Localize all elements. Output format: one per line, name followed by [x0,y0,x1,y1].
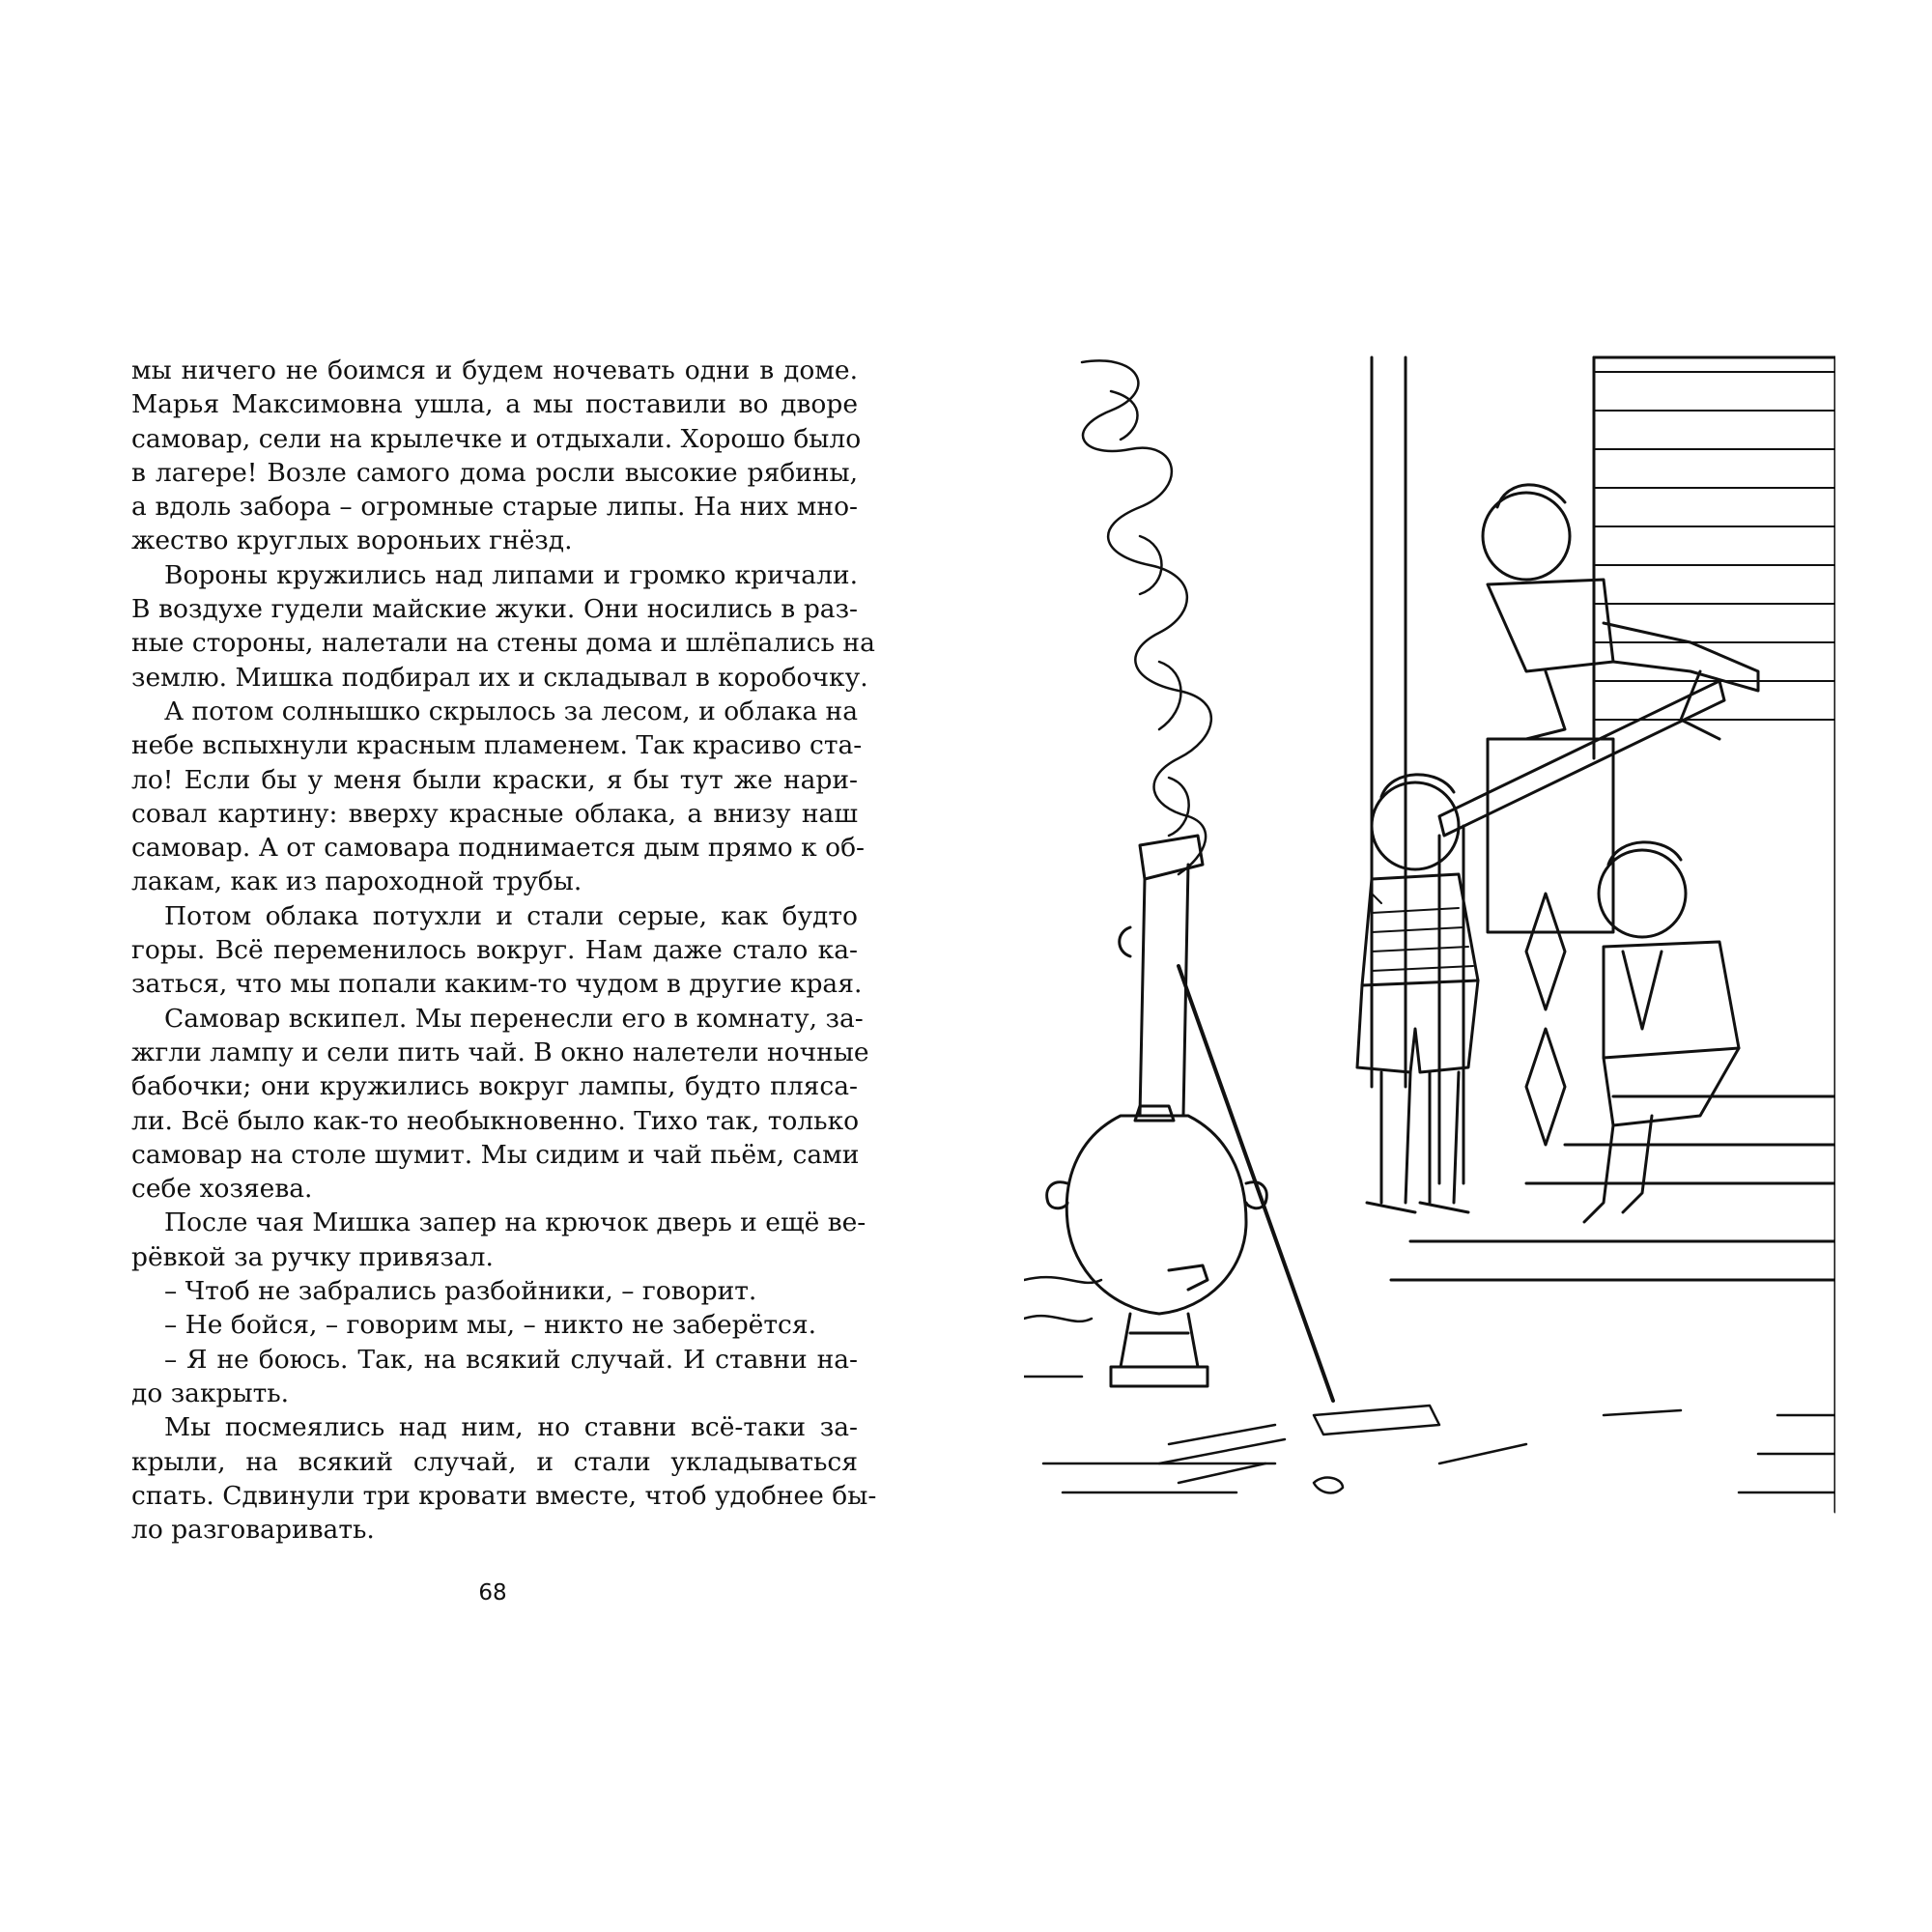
text-line: жество круглых вороньих гнёзд. [131,526,573,556]
text-line: землю. Мишка подбирал их и складывал в коробочку. [131,662,868,693]
text-line: ло! Если бы у меня были краски, я бы тут же нари- [131,764,858,795]
text-line: до закрыть. [131,1378,290,1408]
text-line: совал картину: вверху красные облака, а внизу наш [131,798,858,829]
text-line: заться, что мы попали каким-то чудом в другие края. [131,969,863,1000]
page-number: 68 [478,1580,507,1605]
text-line: себе хозяева. [131,1174,313,1205]
text-line: Самовар вскипел. Мы перенесли его в комнату, за- [164,1003,864,1034]
text-line: а вдоль забора – огромные старые липы. На них мно- [131,492,858,523]
text-line: После чая Мишка запер на крючок дверь и ещё ве- [164,1208,867,1238]
text-line: ли. Всё было как-то необыкновенно. Тихо так, только [131,1105,860,1136]
text-line: жгли лампу и сели пить чай. В окно налетели ночные [131,1037,869,1067]
boy-standing [1357,775,1478,1212]
text-line: Мы посмеялись над ним, но ставни всё-таки за- [164,1412,858,1443]
text-line: В воздухе гудели майские жуки. Они носились в раз- [131,594,858,625]
text-line: Вороны кружились над липами и громко кричали. [164,559,858,590]
text-line: – Я не боюсь. Так, на всякий случай. И ставни на- [164,1344,858,1375]
text-line: самовар, сели на крылечке и отдыхали. Хорошо было [131,423,862,454]
boy-on-railing [1483,485,1758,739]
samovar-pipe [1120,836,1203,1116]
text-line: А потом солнышко скрылось за лесом, и облака на [164,696,858,726]
text-line: – Чтоб не забрались разбойники, – говорит. [164,1276,757,1307]
text-line: горы. Всё переменилось вокруг. Нам даже стало ка- [131,935,858,966]
text-line: – Не бойся, – говорим мы, – никто не заберётся. [164,1310,817,1341]
text-line: Марья Максимовна ушла, а мы поставили во дворе [131,389,858,420]
illustration [1024,353,1835,1531]
text-line: самовар на столе шумит. Мы сидим и чай пьём, сами [131,1139,860,1170]
porch [1372,357,1835,1512]
text-line: Потом облака потухли и стали серые, как будто [164,900,858,931]
text-line: самовар. А от самовара поднимается дым прямо к об- [131,833,866,864]
samovar-body [1047,1106,1267,1386]
text-line: небе вспыхнули красным пламенем. Так красиво ста- [131,730,863,761]
text-line: рёвкой за ручку привязал. [131,1241,494,1272]
text-line: лакам, как из пароходной трубы. [131,867,582,897]
body-text [131,354,877,1547]
text-line: ло разговаривать. [131,1515,375,1546]
text-line: спать. Сдвинули три кровати вместе, чтоб удобнее бы- [131,1480,877,1511]
text-line: бабочки; они кружились вокруг лампы, будто пляса- [131,1071,858,1102]
text-line: в лагере! Возле самого дома росли высокие рябины, [131,457,858,488]
boy-on-steps [1584,842,1739,1222]
text-line: крыли, на всякий случай, и стали укладываться [131,1446,858,1477]
smoke-drawing [1082,360,1211,874]
text-line: ные стороны, налетали на стены дома и шлёпались на [131,628,875,659]
stick [1179,966,1333,1401]
text-line: мы ничего не боимся и будем ночевать одни в доме. [131,355,858,385]
